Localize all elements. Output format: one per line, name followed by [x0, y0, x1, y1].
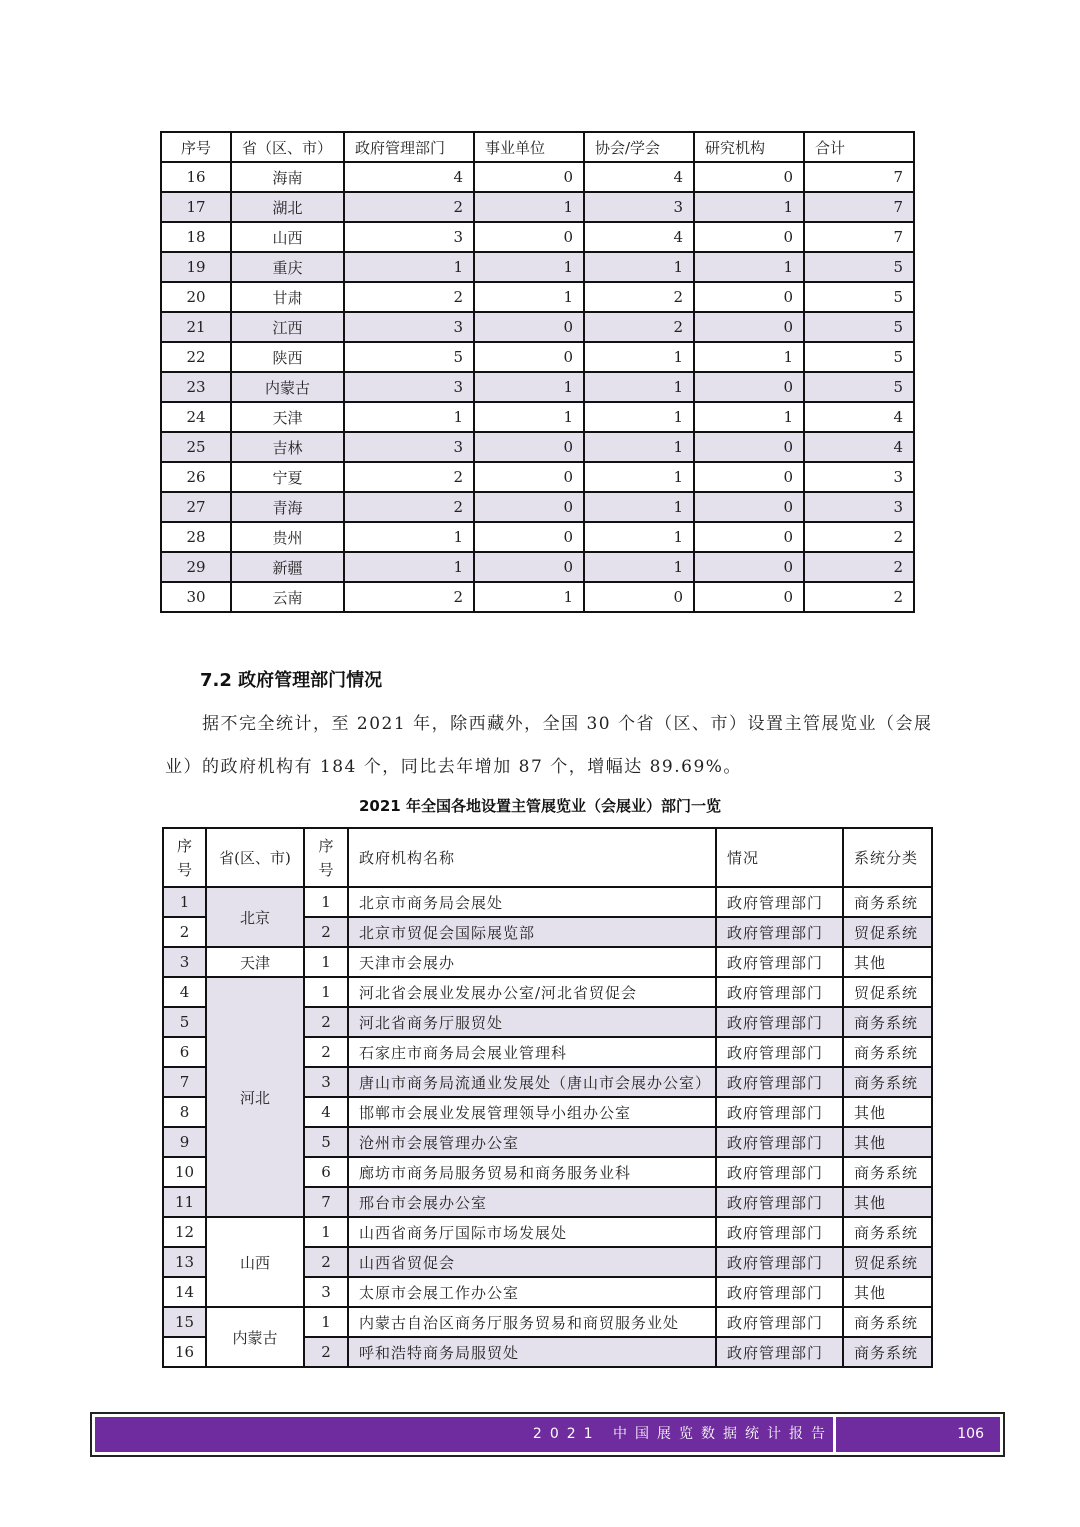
sub-number: 1 [304, 887, 348, 917]
status-cell: 政府管理部门 [716, 947, 843, 977]
column-header: 政府管理部门 [344, 132, 474, 162]
count-cell: 4 [584, 162, 694, 192]
row-number: 2 [163, 917, 206, 947]
system-category: 其他 [843, 1187, 932, 1217]
footer-title: 2021 中国展览数据统计报告 [532, 1426, 833, 1442]
agency-name: 廊坊市商务局服务贸易和商务服务业科 [348, 1157, 716, 1187]
count-cell: 0 [474, 432, 584, 462]
table-row [161, 402, 914, 432]
row-number: 1 [163, 887, 206, 917]
row-number: 25 [161, 432, 231, 462]
row-number: 11 [163, 1187, 206, 1217]
table-row [161, 582, 914, 612]
count-cell: 7 [804, 192, 914, 222]
agency-name: 邢台市会展办公室 [348, 1187, 716, 1217]
row-number: 26 [161, 462, 231, 492]
count-cell: 1 [474, 252, 584, 282]
table-row [163, 1307, 932, 1337]
table-row [161, 432, 914, 462]
sub-number: 1 [304, 977, 348, 1007]
count-cell: 0 [694, 282, 804, 312]
count-cell: 3 [344, 222, 474, 252]
row-number: 22 [161, 342, 231, 372]
count-cell: 1 [584, 522, 694, 552]
agency-name: 太原市会展工作办公室 [348, 1277, 716, 1307]
row-number: 24 [161, 402, 231, 432]
column-header-text: 序号 [177, 836, 193, 879]
count-cell: 3 [344, 372, 474, 402]
system-category: 其他 [843, 947, 932, 977]
count-cell: 0 [474, 342, 584, 372]
count-cell: 1 [694, 252, 804, 282]
status-cell: 政府管理部门 [716, 1217, 843, 1247]
count-cell: 2 [584, 282, 694, 312]
row-number: 6 [163, 1037, 206, 1067]
count-cell: 3 [804, 492, 914, 522]
count-cell: 5 [804, 282, 914, 312]
status-cell: 政府管理部门 [716, 887, 843, 917]
table-row [161, 282, 914, 312]
sub-number: 2 [304, 1337, 348, 1367]
count-cell: 0 [694, 372, 804, 402]
sub-number: 3 [304, 1277, 348, 1307]
sub-number: 7 [304, 1187, 348, 1217]
column-header: 情况 [716, 828, 843, 887]
status-cell: 政府管理部门 [716, 1067, 843, 1097]
count-cell: 2 [344, 462, 474, 492]
count-cell: 1 [344, 252, 474, 282]
column-header: 序号 [161, 132, 231, 162]
count-cell: 0 [474, 222, 584, 252]
row-number: 29 [161, 552, 231, 582]
page-footer [90, 1412, 1005, 1457]
count-cell: 5 [804, 252, 914, 282]
count-cell: 1 [584, 432, 694, 462]
table-row [161, 552, 914, 582]
count-cell: 4 [804, 432, 914, 462]
count-cell: 0 [694, 582, 804, 612]
count-cell: 0 [694, 162, 804, 192]
count-cell: 1 [344, 552, 474, 582]
table-row [161, 312, 914, 342]
row-number: 28 [161, 522, 231, 552]
column-header: 省（区、市） [231, 132, 344, 162]
sub-number: 6 [304, 1157, 348, 1187]
system-category: 商务系统 [843, 1217, 932, 1247]
sub-number: 3 [304, 1067, 348, 1097]
column-header: 政府机构名称 [348, 828, 716, 887]
count-cell: 0 [584, 582, 694, 612]
count-cell: 1 [584, 552, 694, 582]
count-cell: 0 [694, 312, 804, 342]
agency-name: 内蒙古自治区商务厅服务贸易和商贸服务业处 [348, 1307, 716, 1337]
count-cell: 2 [804, 522, 914, 552]
agency-name: 北京市贸促会国际展览部 [348, 917, 716, 947]
column-header [304, 828, 348, 887]
count-cell: 0 [474, 462, 584, 492]
agency-name: 北京市商务局会展处 [348, 887, 716, 917]
system-category: 商务系统 [843, 1337, 932, 1367]
row-number: 4 [163, 977, 206, 1007]
table-row [161, 162, 914, 192]
sub-number: 1 [304, 1217, 348, 1247]
count-cell: 4 [804, 402, 914, 432]
count-cell: 0 [474, 552, 584, 582]
system-category: 贸促系统 [843, 917, 932, 947]
count-cell: 1 [584, 372, 694, 402]
footer-divider [833, 1417, 836, 1452]
count-cell: 0 [694, 522, 804, 552]
count-cell: 2 [344, 282, 474, 312]
province-cell: 湖北 [231, 192, 344, 222]
count-cell: 2 [344, 192, 474, 222]
count-cell: 2 [344, 582, 474, 612]
paragraph-line: 据不完全统计，至 2021 年，除西藏外，全国 30 个省（区、市）设置主管展览业（会展 [202, 714, 933, 734]
system-category: 贸促系统 [843, 977, 932, 1007]
table-row [161, 192, 914, 222]
section-title: 7.2 政府管理部门情况 [200, 670, 383, 691]
status-cell: 政府管理部门 [716, 1337, 843, 1367]
count-cell: 1 [474, 282, 584, 312]
table-row [161, 222, 914, 252]
row-number: 21 [161, 312, 231, 342]
count-cell: 0 [694, 462, 804, 492]
system-category: 其他 [843, 1127, 932, 1157]
count-cell: 0 [474, 312, 584, 342]
count-cell: 1 [474, 402, 584, 432]
count-cell: 1 [694, 402, 804, 432]
sub-number: 1 [304, 1307, 348, 1337]
agency-name: 天津市会展办 [348, 947, 716, 977]
count-cell: 1 [584, 492, 694, 522]
agency-name: 呼和浩特商务局服贸处 [348, 1337, 716, 1367]
column-header: 研究机构 [694, 132, 804, 162]
province-cell: 山西 [206, 1217, 304, 1307]
paragraph-line: 业）的政府机构有 184 个，同比去年增加 87 个，增幅达 89.69%。 [165, 757, 742, 777]
sub-number: 2 [304, 1247, 348, 1277]
table-row [163, 947, 932, 977]
row-number: 9 [163, 1127, 206, 1157]
column-header: 系统分类 [843, 828, 932, 887]
province-cell: 贵州 [231, 522, 344, 552]
system-category: 商务系统 [843, 887, 932, 917]
count-cell: 2 [804, 552, 914, 582]
table-row [161, 522, 914, 552]
row-number: 18 [161, 222, 231, 252]
count-cell: 7 [804, 162, 914, 192]
count-cell: 0 [474, 522, 584, 552]
count-cell: 3 [344, 312, 474, 342]
row-number: 3 [163, 947, 206, 977]
agency-name: 邯郸市会展业发展管理领导小组办公室 [348, 1097, 716, 1127]
province-cell: 内蒙古 [206, 1307, 304, 1367]
count-cell: 1 [344, 402, 474, 432]
row-number: 8 [163, 1097, 206, 1127]
count-cell: 2 [344, 492, 474, 522]
province-cell: 北京 [206, 887, 304, 947]
table-row [163, 1217, 932, 1247]
row-number: 27 [161, 492, 231, 522]
row-number: 10 [163, 1157, 206, 1187]
province-summary-table [160, 131, 915, 613]
count-cell: 0 [694, 492, 804, 522]
province-cell: 天津 [206, 947, 304, 977]
status-cell: 政府管理部门 [716, 1307, 843, 1337]
count-cell: 3 [804, 462, 914, 492]
status-cell: 政府管理部门 [716, 1157, 843, 1187]
column-header: 事业单位 [474, 132, 584, 162]
agency-name: 沧州市会展管理办公室 [348, 1127, 716, 1157]
system-category: 其他 [843, 1097, 932, 1127]
province-cell: 河北 [206, 977, 304, 1217]
count-cell: 7 [804, 222, 914, 252]
status-cell: 政府管理部门 [716, 977, 843, 1007]
row-number: 30 [161, 582, 231, 612]
footer-bar [95, 1417, 1000, 1452]
province-cell: 云南 [231, 582, 344, 612]
page-number: 106 [957, 1426, 984, 1442]
count-cell: 3 [584, 192, 694, 222]
agency-name: 山西省贸促会 [348, 1247, 716, 1277]
count-cell: 5 [344, 342, 474, 372]
count-cell: 1 [344, 522, 474, 552]
province-cell: 江西 [231, 312, 344, 342]
province-cell: 甘肃 [231, 282, 344, 312]
count-cell: 2 [584, 312, 694, 342]
count-cell: 1 [584, 462, 694, 492]
province-cell: 内蒙古 [231, 372, 344, 402]
system-category: 贸促系统 [843, 1247, 932, 1277]
table-row [163, 977, 932, 1007]
count-cell: 1 [474, 582, 584, 612]
status-cell: 政府管理部门 [716, 1037, 843, 1067]
sub-number: 2 [304, 1007, 348, 1037]
table-row [161, 492, 914, 522]
row-number: 14 [163, 1277, 206, 1307]
province-cell: 天津 [231, 402, 344, 432]
count-cell: 1 [584, 342, 694, 372]
count-cell: 3 [344, 432, 474, 462]
table-header-row [161, 132, 914, 162]
count-cell: 1 [584, 252, 694, 282]
column-header: 省(区、市) [206, 828, 304, 887]
row-number: 16 [163, 1337, 206, 1367]
sub-number: 5 [304, 1127, 348, 1157]
count-cell: 0 [474, 162, 584, 192]
table-row [161, 462, 914, 492]
count-cell: 1 [474, 372, 584, 402]
row-number: 20 [161, 282, 231, 312]
count-cell: 2 [804, 582, 914, 612]
status-cell: 政府管理部门 [716, 1097, 843, 1127]
row-number: 13 [163, 1247, 206, 1277]
province-cell: 海南 [231, 162, 344, 192]
count-cell: 1 [584, 402, 694, 432]
province-cell: 陕西 [231, 342, 344, 372]
row-number: 23 [161, 372, 231, 402]
status-cell: 政府管理部门 [716, 1247, 843, 1277]
table-caption: 2021 年全国各地设置主管展览业（会展业）部门一览 [359, 797, 721, 815]
row-number: 15 [163, 1307, 206, 1337]
province-cell: 青海 [231, 492, 344, 522]
province-cell: 重庆 [231, 252, 344, 282]
system-category: 商务系统 [843, 1307, 932, 1337]
row-number: 17 [161, 192, 231, 222]
sub-number: 2 [304, 1037, 348, 1067]
agency-name: 河北省会展业发展办公室/河北省贸促会 [348, 977, 716, 1007]
status-cell: 政府管理部门 [716, 1187, 843, 1217]
row-number: 7 [163, 1067, 206, 1097]
column-header: 合计 [804, 132, 914, 162]
column-header: 协会/学会 [584, 132, 694, 162]
count-cell: 0 [694, 432, 804, 462]
province-cell: 山西 [231, 222, 344, 252]
agency-name: 山西省商务厅国际市场发展处 [348, 1217, 716, 1247]
system-category: 商务系统 [843, 1157, 932, 1187]
count-cell: 5 [804, 372, 914, 402]
count-cell: 1 [694, 192, 804, 222]
province-cell: 吉林 [231, 432, 344, 462]
government-departments-table [162, 827, 933, 1368]
status-cell: 政府管理部门 [716, 917, 843, 947]
table-row [161, 342, 914, 372]
row-number: 12 [163, 1217, 206, 1247]
system-category: 商务系统 [843, 1067, 932, 1097]
row-number: 5 [163, 1007, 206, 1037]
agency-name: 唐山市商务局流通业发展处（唐山市会展办公室） [348, 1067, 716, 1097]
count-cell: 0 [694, 552, 804, 582]
status-cell: 政府管理部门 [716, 1127, 843, 1157]
system-category: 其他 [843, 1277, 932, 1307]
agency-name: 河北省商务厅服贸处 [348, 1007, 716, 1037]
agency-name: 石家庄市商务局会展业管理科 [348, 1037, 716, 1067]
table-row [161, 372, 914, 402]
count-cell: 0 [694, 222, 804, 252]
count-cell: 4 [344, 162, 474, 192]
count-cell: 0 [474, 492, 584, 522]
column-header [163, 828, 206, 887]
count-cell: 4 [584, 222, 694, 252]
row-number: 16 [161, 162, 231, 192]
table-header-row [163, 828, 932, 887]
status-cell: 政府管理部门 [716, 1277, 843, 1307]
province-cell: 宁夏 [231, 462, 344, 492]
system-category: 商务系统 [843, 1037, 932, 1067]
count-cell: 1 [694, 342, 804, 372]
province-cell: 新疆 [231, 552, 344, 582]
table-row [163, 887, 932, 917]
table-row [161, 252, 914, 282]
status-cell: 政府管理部门 [716, 1007, 843, 1037]
column-header-text: 序号 [318, 836, 334, 879]
sub-number: 2 [304, 917, 348, 947]
system-category: 商务系统 [843, 1007, 932, 1037]
count-cell: 5 [804, 312, 914, 342]
sub-number: 1 [304, 947, 348, 977]
sub-number: 4 [304, 1097, 348, 1127]
count-cell: 5 [804, 342, 914, 372]
row-number: 19 [161, 252, 231, 282]
count-cell: 1 [474, 192, 584, 222]
